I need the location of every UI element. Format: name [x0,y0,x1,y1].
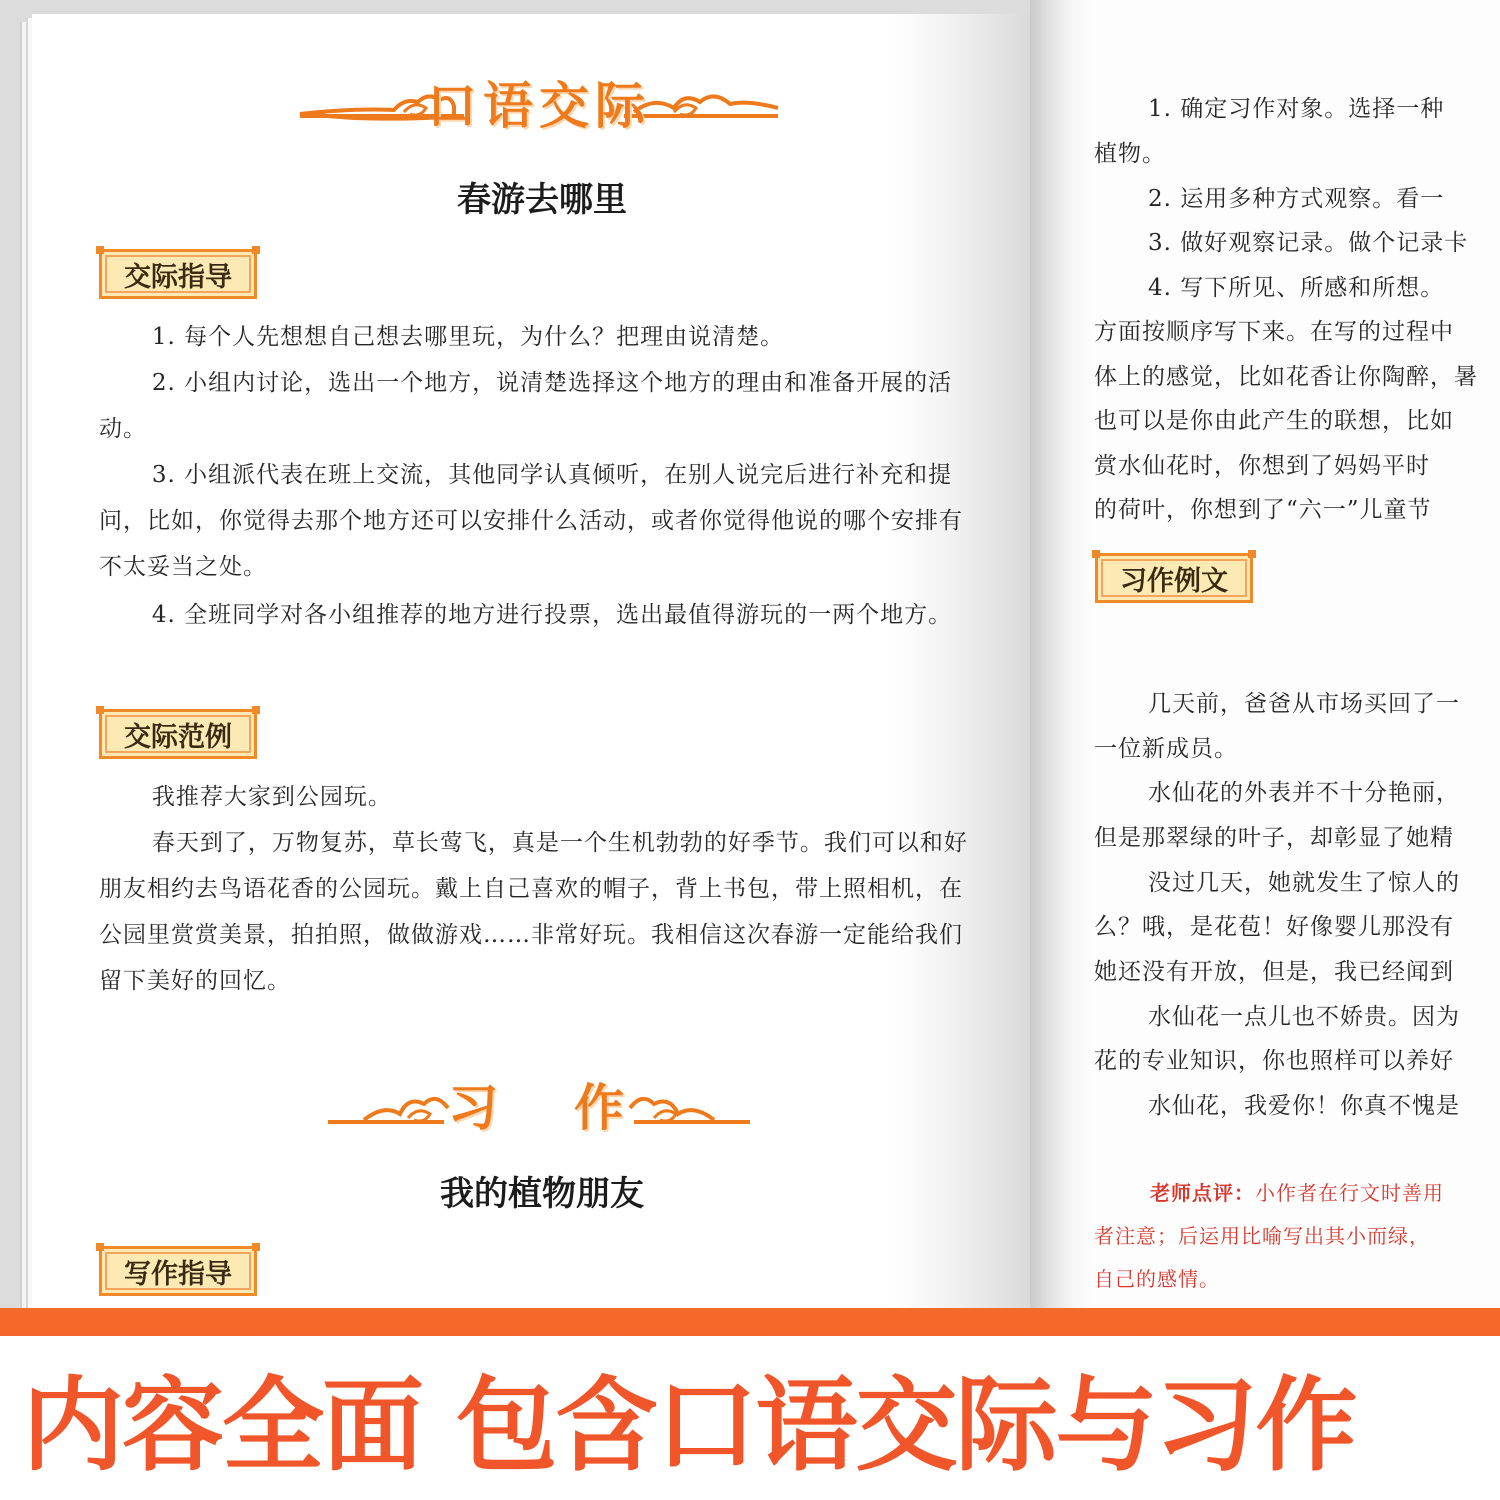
right-line-3: 2. 运用多种方式观察。看一 [1148,186,1445,212]
essay-line-4: 但是那翠绿的叶子，却彰显了她精 [1094,825,1454,851]
right-line-8: 也可以是你由此产生的联想，比如 [1094,408,1454,434]
guide-item-3: 3. 小组派代表在班上交流，其他同学认真倾听，在别人说完后进行补充和提问，比如，你觉得去那个地方还可以安排什么活动，或者你觉得他说的哪个安排有不太妥当之处。 [99,462,963,580]
right-line-10: 的荷叶，你想到了“六一”儿童节 [1094,497,1432,523]
label-communication-guide: 交际指导 [99,249,257,299]
guide-item-4: 4. 全班同学对各小组推荐的地方进行投票，选出最值得游玩的一两个地方。 [151,602,953,628]
teacher-comment-line-2: 者注意；后运用比喻写出其小而绿， [1094,1224,1430,1248]
example-paragraph-2: 春天到了，万物复苏，草长莺飞，真是一个生机勃勃的好季节。我们可以和好朋友相约去鸟语花香的公园玩。戴上自己喜欢的帽子，背上书包，带上照相机，在公园里赏赏美景，拍拍照，做做游戏……非常好玩。我相信这次春游一定能给我们留下美好的回忆。 [99,830,968,994]
right-page [1090,0,1500,1320]
left-page [32,14,1032,1324]
guide-item-2: 2. 小组内讨论，选出一个地方，说清楚选择这个地方的理由和准备开展的活动。 [99,370,953,442]
example-paragraph-1: 我推荐大家到公园玩。 [151,784,392,810]
teacher-comment-line-1 [1150,1170,1444,1216]
section-header-oral [294,62,784,142]
label-writing-example: 习作例文 [1095,553,1253,603]
topic-title-spring-trip: 春游去哪里 [457,180,627,220]
essay-line-10: 水仙花，我爱你！你真不愧是 [1148,1093,1460,1119]
right-line-6: 方面按顺序写下来。在写的过程中 [1094,319,1454,345]
essay-line-5: 没过几天，她就发生了惊人的 [1148,870,1460,896]
promo-banner-panel [0,1336,1500,1500]
guide-item-1: 1. 每个人先想想自己想去哪里玩，为什么？把理由说清楚。 [151,324,785,350]
label-writing-guide: 写作指导 [99,1246,257,1296]
essay-line-2: 一位新成员。 [1094,736,1238,762]
teacher-comment-text-1: 小作者在行文时善用 [1255,1181,1444,1205]
right-line-9: 赏水仙花时，你想到了妈妈平时 [1094,453,1430,479]
right-line-2: 植物。 [1094,141,1166,167]
section-header-writing [324,1064,754,1144]
label-communication-example: 交际范例 [99,709,257,759]
essay-line-3: 水仙花的外表并不十分艳丽， [1148,780,1460,806]
essay-line-9: 花的专业知识，你也照样可以养好 [1094,1048,1454,1074]
essay-line-6: 么？哦，是花苞！好像婴儿那没有 [1094,914,1454,940]
section-title-writing-1: 习 [448,1079,504,1137]
cloud-ornament-icon [324,1064,754,1144]
essay-line-1: 几天前，爸爸从市场买回了一 [1148,691,1460,717]
right-line-4: 3. 做好观察记录。做个记录卡 [1148,230,1469,256]
essay-line-7: 她还没有开放，但是，我已经闻到 [1094,959,1454,985]
essay-line-8: 水仙花一点儿也不娇贵。因为 [1148,1004,1460,1030]
teacher-comment-label: 老师点评： [1150,1181,1255,1205]
teacher-comment-line-3: 自己的感情。 [1094,1267,1220,1291]
right-line-7: 体上的感觉，比如花香让你陶醉，暑 [1094,364,1478,390]
section-title-writing-2: 作 [574,1079,630,1137]
topic-title-plant-friend: 我的植物朋友 [440,1174,644,1214]
section-title-oral: 口语交际 [427,77,651,135]
right-line-5: 4. 写下所见、所感和所想。 [1148,275,1445,301]
right-line-1: 1. 确定习作对象。选择一种 [1148,96,1445,122]
promo-banner [0,1308,1500,1500]
promo-caption: 内容全面 包含口语交际与习作 [22,1367,1356,1486]
